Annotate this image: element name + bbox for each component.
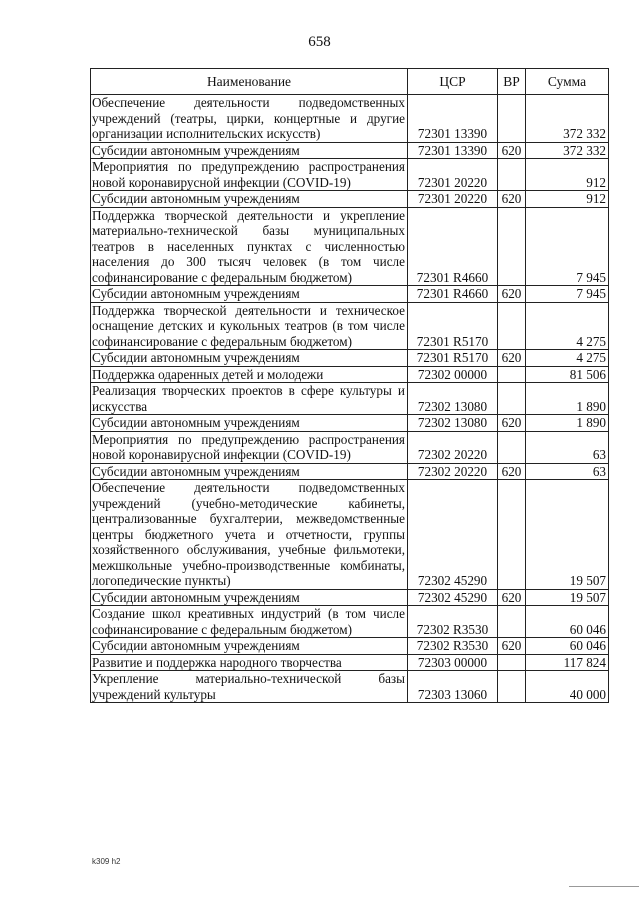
row-name: Поддержка творческой деятельности и укрепление материально-технической базы муниципальных театров в населенных пунктах с численностью населения до 300 тысяч человек (в том числе софинансирование с федеральным бюджетом) [91, 207, 408, 286]
row-vr: 620 [498, 191, 526, 208]
row-name: Обеспечение деятельности подведомственных учреждений (учебно-методические кабинеты, централизованные бухгалтерии, межведомственные центры бюджетного учета и отчетности, группы хозяйственного обслуживания, учебные фильмотеки, межшкольные учебно-производственные комбинаты, логопедические пункты) [91, 480, 408, 590]
row-csr: 72302 13080 [408, 415, 498, 432]
header-name: Наименование [91, 69, 408, 95]
table-row [91, 606, 609, 638]
row-name: Создание школ креативных индустрий (в том числе софинансирование с федеральным бюджетом) [91, 606, 408, 638]
row-sum: 372 332 [526, 142, 609, 159]
row-vr: 620 [498, 142, 526, 159]
row-csr: 72301 R5170 [408, 350, 498, 367]
header-csr: ЦСР [408, 69, 498, 95]
row-vr [498, 480, 526, 590]
row-name: Мероприятия по предупреждению распространения новой коронавирусной инфекции (COVID-19) [91, 159, 408, 191]
row-csr: 72302 R3530 [408, 638, 498, 655]
row-name: Субсидии автономным учреждениям [91, 191, 408, 208]
row-vr [498, 207, 526, 286]
row-csr: 72303 00000 [408, 654, 498, 671]
row-sum: 63 [526, 463, 609, 480]
row-sum: 117 824 [526, 654, 609, 671]
table-row [91, 95, 609, 143]
table-row [91, 431, 609, 463]
row-sum: 7 945 [526, 286, 609, 303]
row-name: Реализация творческих проектов в сфере культуры и искусства [91, 383, 408, 415]
footer-code: k309 h2 [92, 857, 121, 866]
table-row [91, 191, 609, 208]
table-row [91, 463, 609, 480]
row-name: Субсидии автономным учреждениям [91, 638, 408, 655]
row-sum: 19 507 [526, 480, 609, 590]
table-row [91, 638, 609, 655]
row-csr: 72302 R3530 [408, 606, 498, 638]
row-sum: 1 890 [526, 383, 609, 415]
table-row [91, 207, 609, 286]
row-vr [498, 606, 526, 638]
row-name: Субсидии автономным учреждениям [91, 286, 408, 303]
table-header-row [91, 69, 609, 95]
row-name: Поддержка творческой деятельности и техническое оснащение детских и кукольных театров (в том числе софинансирование с федеральным бюджетом) [91, 302, 408, 350]
row-name: Развитие и поддержка народного творчества [91, 654, 408, 671]
row-vr [498, 671, 526, 703]
row-vr [498, 383, 526, 415]
row-sum: 63 [526, 431, 609, 463]
row-name: Субсидии автономным учреждениям [91, 415, 408, 432]
table-row [91, 415, 609, 432]
table-row [91, 142, 609, 159]
scan-edge-line [569, 886, 639, 887]
row-csr: 72302 45290 [408, 589, 498, 606]
header-vr: ВР [498, 69, 526, 95]
header-sum: Сумма [526, 69, 609, 95]
row-vr [498, 95, 526, 143]
row-name: Субсидии автономным учреждениям [91, 350, 408, 367]
row-sum: 912 [526, 191, 609, 208]
row-csr: 72302 20220 [408, 431, 498, 463]
table-row [91, 480, 609, 590]
row-name: Обеспечение деятельности подведомственных учреждений (театры, цирки, концертные и другие организации исполнительских искусств) [91, 95, 408, 143]
row-sum: 372 332 [526, 95, 609, 143]
table-row [91, 286, 609, 303]
row-csr: 72302 45290 [408, 480, 498, 590]
row-csr: 72301 13390 [408, 95, 498, 143]
row-vr [498, 302, 526, 350]
row-csr: 72303 13060 [408, 671, 498, 703]
row-vr: 620 [498, 589, 526, 606]
row-csr: 72301 R5170 [408, 302, 498, 350]
table-row [91, 383, 609, 415]
row-vr [498, 159, 526, 191]
row-csr: 72301 R4660 [408, 207, 498, 286]
row-name: Укрепление материально-технической базы учреждений культуры [91, 671, 408, 703]
row-name: Поддержка одаренных детей и молодежи [91, 366, 408, 383]
row-csr: 72301 13390 [408, 142, 498, 159]
row-csr: 72301 20220 [408, 159, 498, 191]
row-vr: 620 [498, 415, 526, 432]
row-vr [498, 431, 526, 463]
row-csr: 72302 13080 [408, 383, 498, 415]
row-sum: 60 046 [526, 638, 609, 655]
row-sum: 4 275 [526, 302, 609, 350]
row-vr: 620 [498, 463, 526, 480]
row-sum: 19 507 [526, 589, 609, 606]
row-csr: 72302 00000 [408, 366, 498, 383]
row-name: Субсидии автономным учреждениям [91, 463, 408, 480]
row-vr: 620 [498, 350, 526, 367]
table-row [91, 589, 609, 606]
row-sum: 1 890 [526, 415, 609, 432]
row-sum: 40 000 [526, 671, 609, 703]
table-row [91, 350, 609, 367]
row-vr: 620 [498, 638, 526, 655]
row-csr: 72301 20220 [408, 191, 498, 208]
table-row [91, 366, 609, 383]
row-sum: 4 275 [526, 350, 609, 367]
row-name: Мероприятия по предупреждению распространения новой коронавирусной инфекции (COVID-19) [91, 431, 408, 463]
table-row [91, 671, 609, 703]
row-name: Субсидии автономным учреждениям [91, 589, 408, 606]
row-csr: 72301 R4660 [408, 286, 498, 303]
row-sum: 60 046 [526, 606, 609, 638]
row-vr: 620 [498, 286, 526, 303]
table-row [91, 654, 609, 671]
row-sum: 7 945 [526, 207, 609, 286]
table-row [91, 302, 609, 350]
row-sum: 912 [526, 159, 609, 191]
row-sum: 81 506 [526, 366, 609, 383]
page-number: 658 [308, 34, 331, 50]
row-csr: 72302 20220 [408, 463, 498, 480]
budget-table [90, 68, 609, 703]
row-name: Субсидии автономным учреждениям [91, 142, 408, 159]
row-vr [498, 366, 526, 383]
table-row [91, 159, 609, 191]
row-vr [498, 654, 526, 671]
